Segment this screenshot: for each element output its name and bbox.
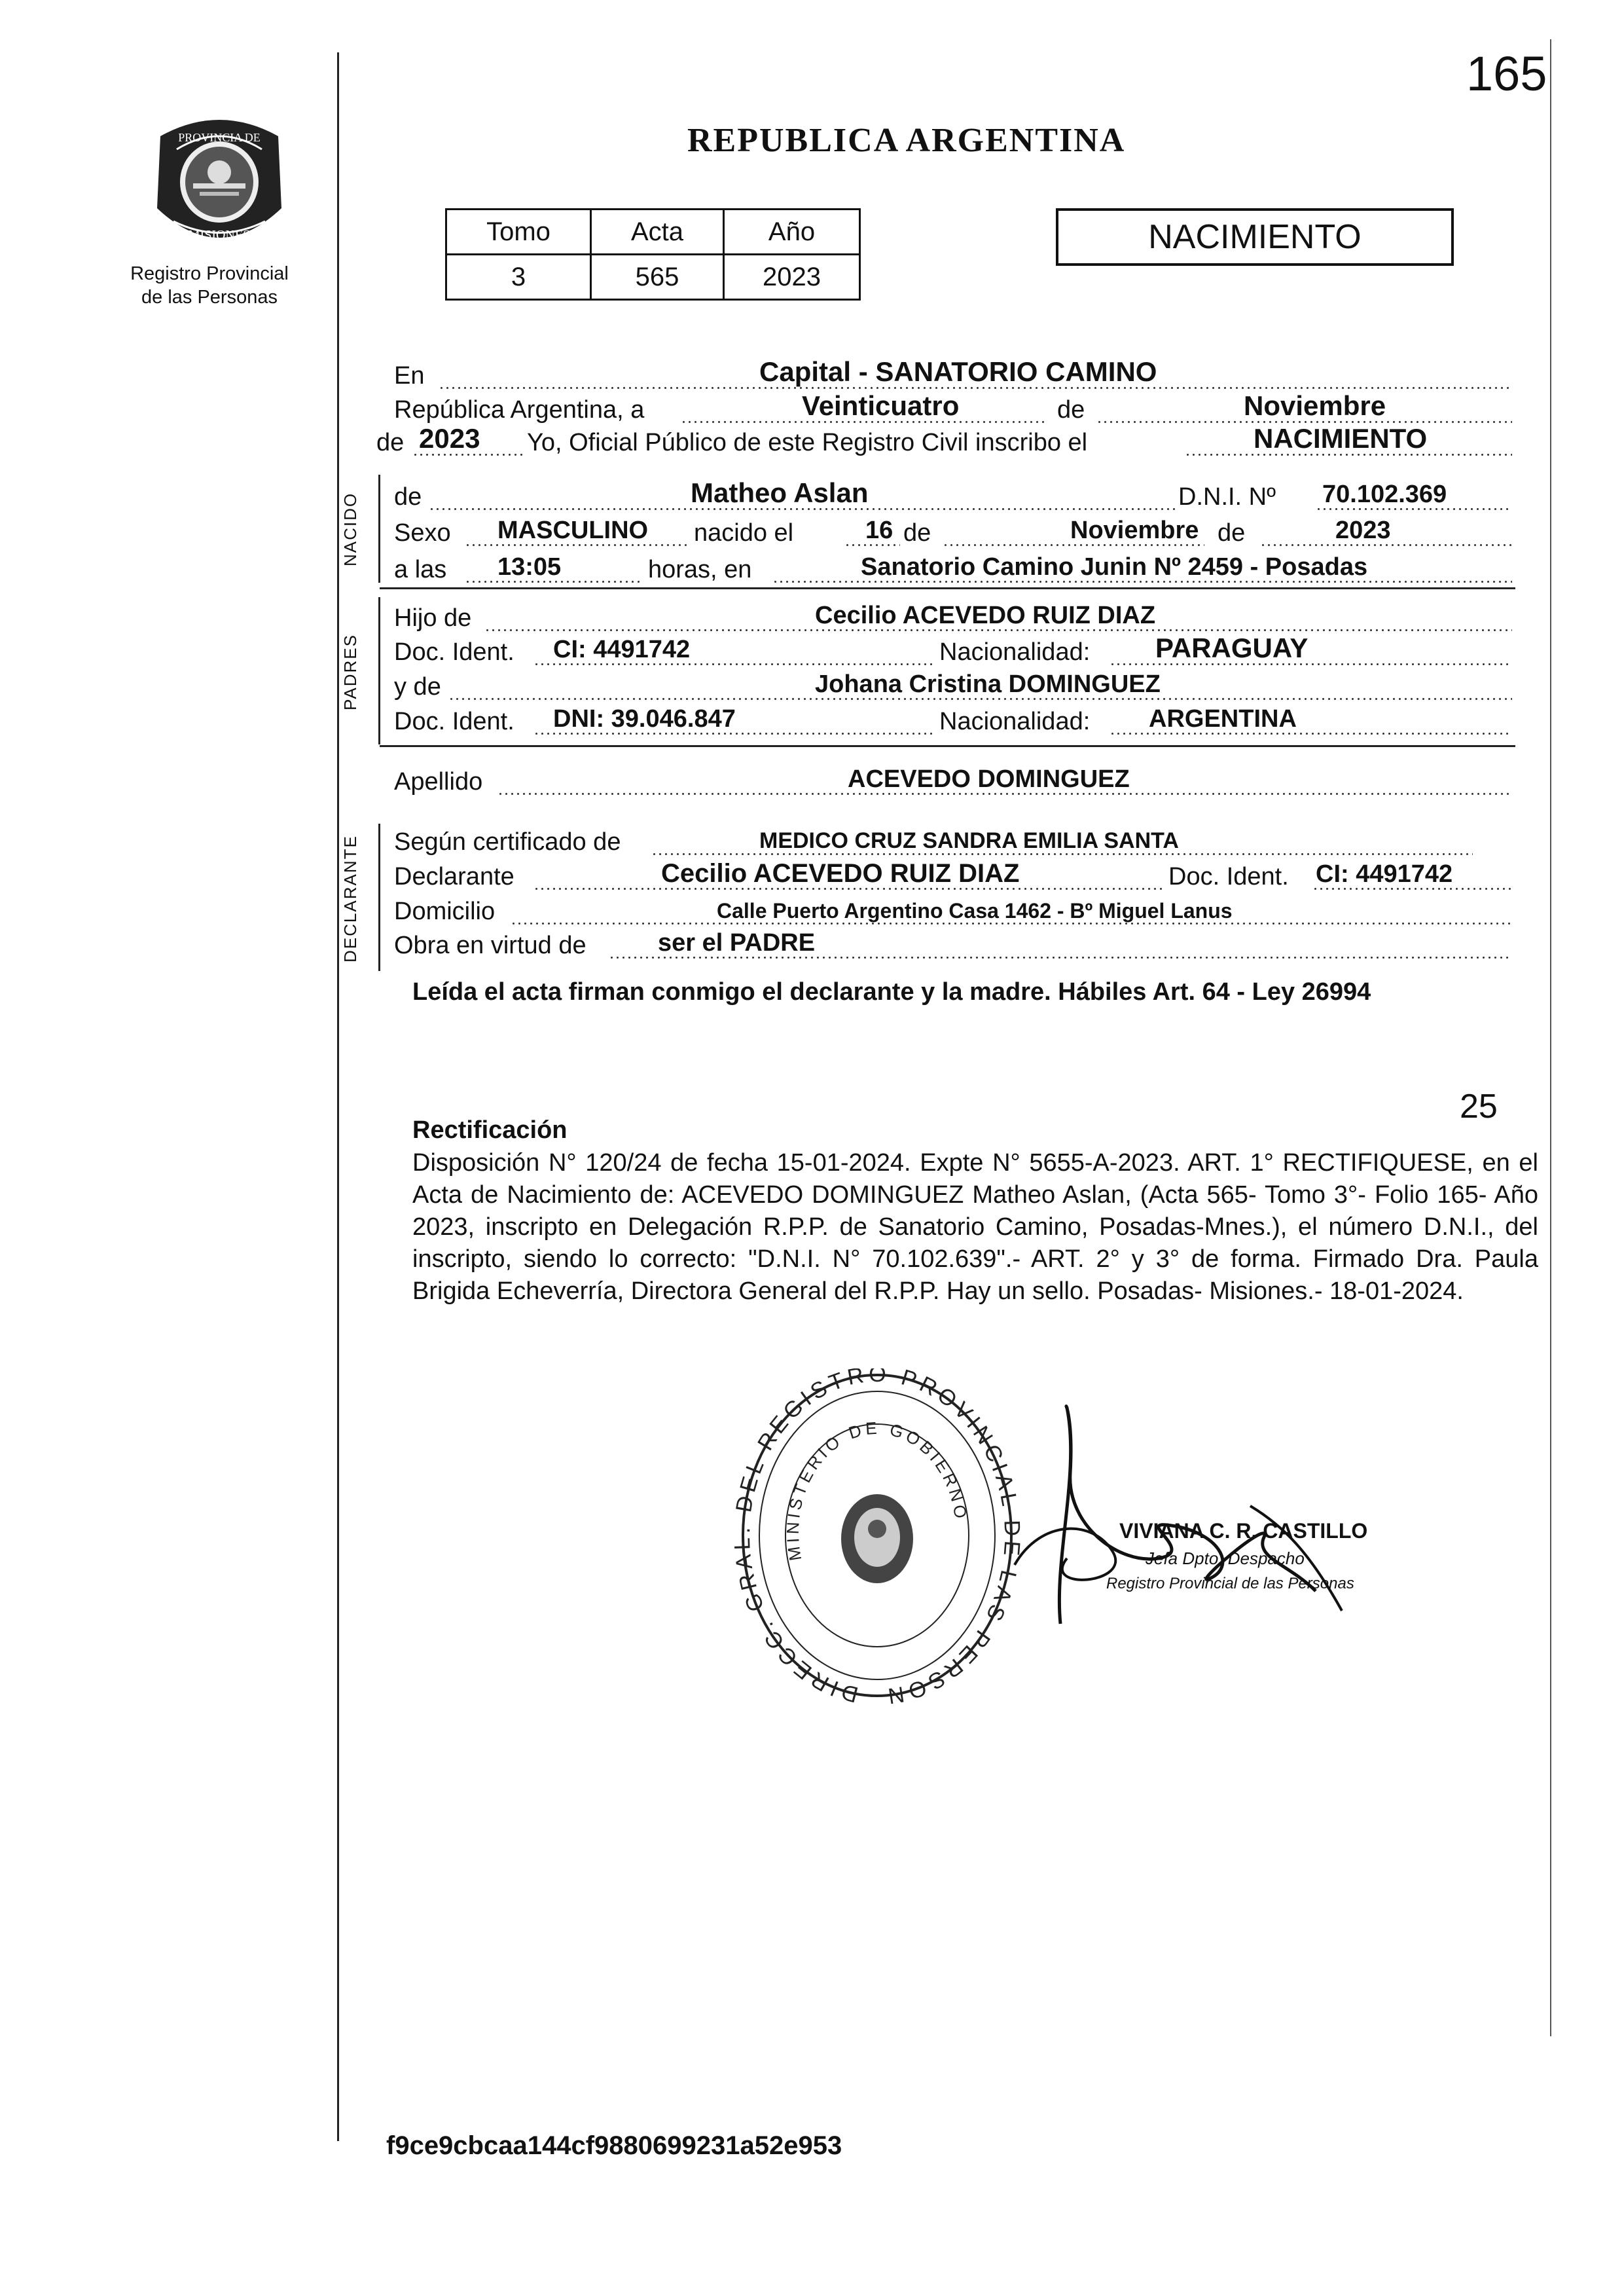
record-value-acta: 565 [591, 255, 724, 300]
sexo-value: MASCULINO [497, 517, 649, 544]
apellido-value: ACEVEDO DOMINGUEZ [848, 765, 1130, 793]
father-nationality: PARAGUAY [1155, 632, 1308, 663]
day-value: Veinticuatro [802, 390, 960, 421]
declarante-value: Cecilio ACEVEDO RUIZ DIAZ [661, 859, 1020, 888]
row-domicilio [393, 889, 1512, 928]
birth-year: 2023 [1335, 517, 1391, 544]
row-nacido-name [393, 475, 1512, 514]
year-prefix-label: de [376, 429, 405, 456]
nacido-el-label: nacido el [694, 519, 794, 547]
birth-month: Noviembre [1070, 517, 1199, 544]
domicilio-value: Calle Puerto Argentino Casa 1462 - Bº Miguel Lanus [717, 899, 1233, 923]
dni-label: D.N.I. Nº [1178, 483, 1276, 511]
seal-top-text: PROVINCIA DE [178, 131, 261, 144]
birth-time: 13:05 [497, 553, 562, 581]
domicilio-label: Domicilio [394, 898, 496, 925]
row-year [376, 420, 1512, 460]
declarante-doc: CI: 4491742 [1316, 860, 1453, 888]
nacido-bracket [378, 475, 380, 583]
father-doc-label: Doc. Ident. [394, 638, 514, 666]
signatory-role: Jefa Dpto. Despacho [1146, 1549, 1305, 1568]
right-margin-line [1550, 39, 1551, 2036]
padres-side-label: PADRES [340, 634, 360, 710]
record-table [445, 208, 861, 301]
official-stamp [733, 1368, 1021, 1712]
stamp-icon [733, 1368, 1021, 1709]
rectification-title: Rectificación [412, 1116, 568, 1144]
mother-name: Johana Cristina DOMINGUEZ [815, 670, 1161, 698]
logo-caption [111, 262, 308, 309]
row-declarante [393, 854, 1512, 894]
mother-nac-label: Nacionalidad: [939, 708, 1091, 735]
father-nac-label: Nacionalidad: [939, 638, 1091, 666]
month-value: Noviembre [1244, 390, 1386, 421]
obra-value: ser el PADRE [658, 929, 816, 957]
signatory-office: Registro Provincial de las Personas [1106, 1575, 1354, 1592]
row-sexo [393, 511, 1512, 550]
hijo-label: Hijo de [394, 604, 472, 632]
rectification-body: Disposición N° 120/24 de fecha 15-01-2024. Expte N° 5655-A-2023. ART. 1° RECTIFIQUESE, en el Acta de Nacimiento de: ACEVEDO DOMINGUEZ Matheo Aslan, (Acta 565- Tomo 3°- Folio 165- Año 2023, inscripto en Delegación R.P.P. de Sanatorio Camino, Posadas-Mnes.), el número D.N.I., del inscripto, siendo lo correcto: "D.N.I. N° 70.102.639".- ART. 2° y 3° de forma. Firmado Dra. Paula Brigida Echeverría, Directora General del R.P.P. Hay un sello. Posadas- Misiones.- 18-01-2024. [412, 1149, 1538, 1305]
en-label: En [394, 362, 425, 390]
birth-place: Sanatorio Camino Junin Nº 2459 - Posadas [861, 553, 1368, 581]
event-value: NACIMIENTO [1254, 423, 1428, 454]
row-ydе [393, 665, 1512, 704]
cert-value: MEDICO CRUZ SANDRA EMILIA SANTA [759, 828, 1179, 853]
logo-caption-line1: Registro Provincial [130, 263, 289, 284]
place-value: Capital - SANATORIO CAMINO [759, 356, 1157, 387]
cert-label: Según certificado de [394, 828, 621, 856]
document-title: REPUBLICA ARGENTINA [687, 122, 1126, 159]
declarante-bracket [378, 824, 380, 971]
declarante-side-label: DECLARANTE [340, 835, 360, 962]
closing-statement: Leída el acta firman conmigo el declarante y la madre. Hábiles Art. 64 - Ley 26994 [412, 978, 1371, 1006]
row-apellido [393, 760, 1512, 799]
declarante-doc-label: Doc. Ident. [1168, 863, 1289, 890]
alas-label: a las [394, 556, 447, 583]
record-value-anio: 2023 [724, 255, 860, 300]
mother-doc: DNI: 39.046.847 [553, 705, 736, 733]
republica-label: República Argentina, a [394, 396, 645, 424]
row-mother-doc [393, 699, 1512, 739]
nacido-de-label: de [394, 483, 422, 511]
separator-nacido [380, 587, 1515, 589]
birth-day: 16 [865, 517, 893, 544]
record-header-acta: Acta [591, 210, 724, 255]
document-hash: f9ce9cbcaa144cf9880699231a52e953 [386, 2131, 842, 2160]
declarante-label: Declarante [394, 863, 514, 890]
apellido-label: Apellido [394, 768, 483, 796]
record-value-tomo: 3 [446, 255, 591, 300]
year-value: 2023 [419, 423, 480, 454]
mother-nationality: ARGENTINA [1149, 705, 1297, 733]
birth-de-label: de [903, 519, 931, 547]
record-header-anio: Año [724, 210, 860, 255]
yde-label: y de [394, 673, 441, 701]
row-en [393, 354, 1512, 393]
record-table-header-row [446, 210, 860, 255]
seal-bottom-text: MISIONES [188, 228, 251, 242]
signatory-name: VIVIANA C. R. CASTILLO [1119, 1519, 1368, 1543]
padres-bracket [378, 597, 380, 744]
horas-label: horas, en [648, 556, 752, 583]
nacido-side-label: NACIDO [340, 492, 360, 566]
father-name: Cecilio ACEVEDO RUIZ DIAZ [815, 602, 1156, 629]
record-type-box: NACIMIENTO [1056, 208, 1454, 266]
child-dni: 70.102.369 [1322, 481, 1447, 508]
obra-label: Obra en virtud de [394, 932, 586, 959]
left-margin-line [337, 52, 339, 2141]
handwritten-signature [1001, 1395, 1368, 1634]
row-certificado [393, 820, 1512, 859]
inscribo-text: Yo, Oficial Público de este Registro Civil inscribo el [527, 429, 1088, 456]
mother-doc-label: Doc. Ident. [394, 708, 514, 735]
record-table-value-row [446, 255, 860, 300]
province-seal-logo [147, 110, 291, 261]
record-header-tomo: Tomo [446, 210, 591, 255]
sexo-label: Sexo [394, 519, 451, 547]
child-name: Matheo Aslan [691, 477, 869, 508]
signature-icon [1001, 1395, 1368, 1630]
seal-icon [147, 110, 291, 257]
father-doc: CI: 4491742 [553, 636, 691, 663]
separator-padres [380, 745, 1515, 747]
logo-caption-line2: de las Personas [141, 287, 278, 308]
page-number: 165 [1466, 46, 1547, 101]
rectification-number: 25 [1460, 1088, 1498, 1126]
row-father-doc [393, 630, 1512, 669]
row-hijo [393, 596, 1512, 635]
row-hora [393, 547, 1512, 587]
row-obra [393, 923, 1512, 962]
stamp-outer-text: DIRECC. GR DEL REGISTRO PROVINCIAL LAS PERSON [733, 1368, 1021, 1709]
stamp-inner-text: MINISTERIO DE GOBIERNO [782, 1418, 971, 1562]
birth-de3-label: de [1218, 519, 1246, 547]
de-label: de [1057, 396, 1085, 424]
